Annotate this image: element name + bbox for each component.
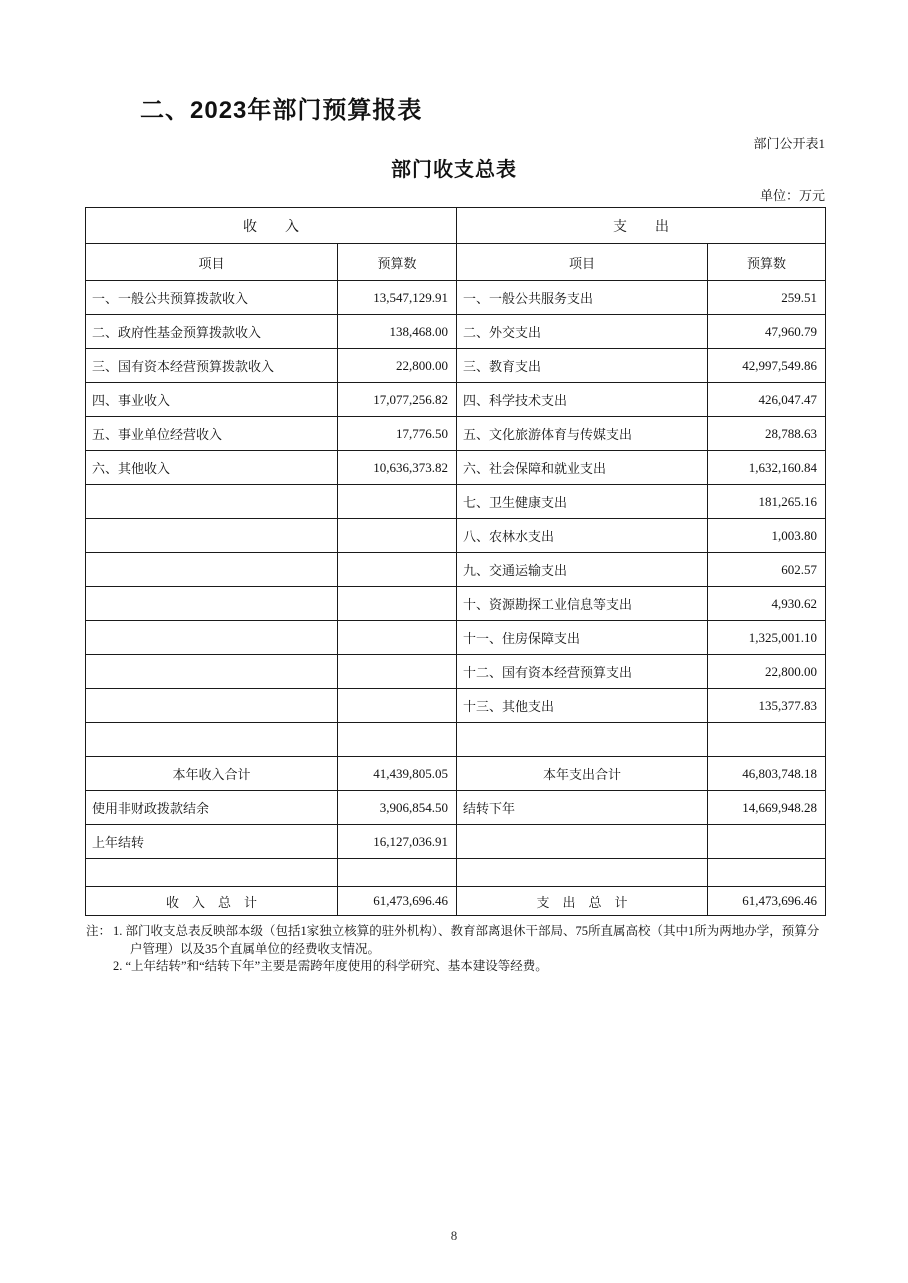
section-title: 二、2023年部门预算报表: [140, 97, 423, 124]
table-row: [86, 519, 826, 553]
expense-item-cell: 三、教育支出: [457, 349, 708, 383]
income-budget-cell: [338, 655, 457, 689]
expense-item-cell: 四、科学技术支出: [457, 383, 708, 417]
income-item-cell: 使用非财政拨款结余: [86, 791, 338, 825]
expense-item-cell: 十一、住房保障支出: [457, 621, 708, 655]
table-row: [86, 825, 826, 859]
income-budget-cell: 138,468.00: [338, 315, 457, 349]
table-column-header-row: [86, 244, 826, 281]
expense-item-cell: 五、文化旅游体育与传媒支出: [457, 417, 708, 451]
notes: [86, 923, 826, 976]
income-budget-cell: [338, 859, 457, 887]
table-title: 部门收支总表: [391, 159, 517, 181]
income-item-cell: [86, 723, 338, 757]
income-item-cell: 二、政府性基金预算拨款收入: [86, 315, 338, 349]
table-row: [86, 485, 826, 519]
table-row: [86, 587, 826, 621]
expense-item-cell: 七、卫生健康支出: [457, 485, 708, 519]
income-budget-cell: [338, 689, 457, 723]
table-section-header-row: [86, 208, 826, 244]
table-row: [86, 383, 826, 417]
income-item-cell: [86, 689, 338, 723]
income-budget-cell: 61,473,696.46: [338, 887, 457, 916]
expense-item-cell: 十三、其他支出: [457, 689, 708, 723]
income-item-cell: 四、事业收入: [86, 383, 338, 417]
expense-budget-cell: [708, 723, 826, 757]
income-item-column-header: 项目: [86, 244, 338, 281]
expense-budget-cell: 61,473,696.46: [708, 887, 826, 916]
expense-item-column-header: 项目: [457, 244, 708, 281]
expense-budget-column-header: 预算数: [708, 244, 826, 281]
income-item-cell: [86, 553, 338, 587]
table-row: [86, 349, 826, 383]
table-row-empty: [86, 859, 826, 887]
income-item-cell: 上年结转: [86, 825, 338, 859]
income-item-cell: 本年收入合计: [86, 757, 338, 791]
table-row: [86, 281, 826, 315]
expense-budget-cell: 14,669,948.28: [708, 791, 826, 825]
table-row-empty: [86, 723, 826, 757]
table-row: [86, 621, 826, 655]
expense-item-cell: 八、农林水支出: [457, 519, 708, 553]
income-budget-cell: 3,906,854.50: [338, 791, 457, 825]
expense-budget-cell: 1,003.80: [708, 519, 826, 553]
expense-budget-cell: 28,788.63: [708, 417, 826, 451]
expense-item-cell: 九、交通运输支出: [457, 553, 708, 587]
income-budget-cell: [338, 587, 457, 621]
income-budget-cell: [338, 485, 457, 519]
table-row: [86, 655, 826, 689]
income-item-cell: [86, 519, 338, 553]
expense-budget-cell: [708, 825, 826, 859]
expense-budget-cell: 47,960.79: [708, 315, 826, 349]
expense-budget-cell: 42,997,549.86: [708, 349, 826, 383]
expense-budget-cell: 4,930.62: [708, 587, 826, 621]
notes-label: 注：: [86, 924, 112, 938]
expense-budget-cell: 602.57: [708, 553, 826, 587]
income-budget-column-header: 预算数: [338, 244, 457, 281]
page-number: 8: [450, 1228, 458, 1243]
note-item: 2. “上年结转”和“结转下年”主要是需跨年度使用的科学研究、基本建设等经费。: [113, 959, 548, 973]
expense-item-cell: 二、外交支出: [457, 315, 708, 349]
income-budget-cell: 17,077,256.82: [338, 383, 457, 417]
expense-section-header: 支 出: [457, 208, 826, 244]
expense-budget-cell: 426,047.47: [708, 383, 826, 417]
income-item-cell: 收 入 总 计: [86, 887, 338, 916]
budget-summary-table: [85, 207, 826, 916]
income-item-cell: 一、一般公共预算拨款收入: [86, 281, 338, 315]
table-label: 部门公开表1: [753, 136, 825, 151]
expense-item-cell: 一、一般公共服务支出: [457, 281, 708, 315]
expense-budget-cell: 1,325,001.10: [708, 621, 826, 655]
note-item: 1. 部门收支总表反映部本级（包括1家独立核算的驻外机构）、教育部离退休干部局、75所直属高校（其中1所为两地办学，预算分户管理）以及35个直属单位的经费收支情况。: [113, 924, 820, 956]
income-item-cell: [86, 587, 338, 621]
expense-item-cell: [457, 859, 708, 887]
table-row: [86, 451, 826, 485]
income-item-cell: [86, 859, 338, 887]
income-budget-cell: 17,776.50: [338, 417, 457, 451]
table-row-subtotal: [86, 757, 826, 791]
notes-items: [113, 923, 826, 976]
expense-budget-cell: 181,265.16: [708, 485, 826, 519]
income-budget-cell: 10,636,373.82: [338, 451, 457, 485]
expense-budget-cell: 135,377.83: [708, 689, 826, 723]
income-section-header: 收 入: [86, 208, 457, 244]
income-budget-cell: 22,800.00: [338, 349, 457, 383]
table-row-grand-total: [86, 887, 826, 916]
expense-budget-cell: [708, 859, 826, 887]
income-budget-cell: 13,547,129.91: [338, 281, 457, 315]
expense-item-cell: 支 出 总 计: [457, 887, 708, 916]
income-item-cell: [86, 485, 338, 519]
expense-item-cell: 十二、国有资本经营预算支出: [457, 655, 708, 689]
income-budget-cell: 16,127,036.91: [338, 825, 457, 859]
income-item-cell: 六、其他收入: [86, 451, 338, 485]
income-budget-cell: [338, 621, 457, 655]
expense-item-cell: [457, 825, 708, 859]
expense-budget-cell: 46,803,748.18: [708, 757, 826, 791]
expense-item-cell: 十、资源勘探工业信息等支出: [457, 587, 708, 621]
unit-label: 单位：万元: [759, 188, 825, 203]
expense-item-cell: [457, 723, 708, 757]
expense-item-cell: 结转下年: [457, 791, 708, 825]
expense-budget-cell: 259.51: [708, 281, 826, 315]
table-row: [86, 315, 826, 349]
table-row: [86, 791, 826, 825]
income-item-cell: 三、国有资本经营预算拨款收入: [86, 349, 338, 383]
income-budget-cell: [338, 553, 457, 587]
expense-item-cell: 本年支出合计: [457, 757, 708, 791]
table-row: [86, 689, 826, 723]
income-item-cell: 五、事业单位经营收入: [86, 417, 338, 451]
income-item-cell: [86, 655, 338, 689]
income-item-cell: [86, 621, 338, 655]
expense-item-cell: 六、社会保障和就业支出: [457, 451, 708, 485]
table-row: [86, 553, 826, 587]
income-budget-cell: [338, 519, 457, 553]
table-row: [86, 417, 826, 451]
expense-budget-cell: 1,632,160.84: [708, 451, 826, 485]
expense-budget-cell: 22,800.00: [708, 655, 826, 689]
income-budget-cell: [338, 723, 457, 757]
income-budget-cell: 41,439,805.05: [338, 757, 457, 791]
